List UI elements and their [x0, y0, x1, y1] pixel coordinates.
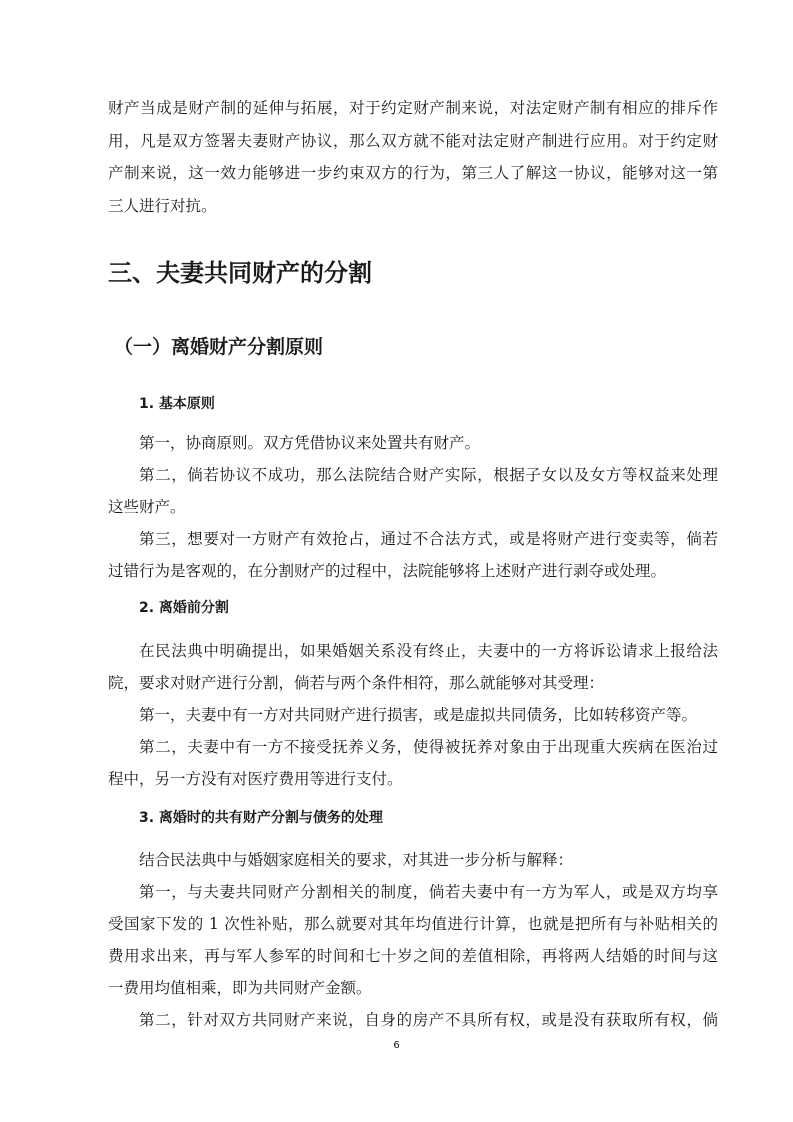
body-text-line: 用，凡是双方签署夫妻财产协议，那么双方就不能对法定财产制进行应用。对于约定财: [108, 132, 718, 150]
body-text-line: 第一，与夫妻共同财产分割相关的制度，倘若夫妻中有一方为军人，或是双方均享: [139, 883, 718, 901]
sub-heading-pre-divorce-division: 2. 离婚前分割: [139, 600, 229, 616]
body-text-line: 在民法典中明确提出，如果婚姻关系没有终止，夫妻中的一方将诉讼请求上报给法: [139, 642, 718, 660]
subsection-heading: （一）离婚财产分割原则: [114, 336, 324, 358]
body-text-line: 程中，另一方没有对医疗费用等进行支付。: [108, 770, 403, 788]
body-text-line: 第二，倘若协议不成功，那么法院结合财产实际，根据子女以及女方等权益来处理: [139, 466, 718, 484]
body-text-line: 第二，针对双方共同财产来说，自身的房产不具所有权，或是没有获取所有权，倘: [139, 1011, 718, 1029]
body-text-line: 第三，想要对一方财产有效抢占，通过不合法方式，或是将财产进行变卖等，倘若: [139, 530, 718, 548]
body-text-line: 结合民法典中与婚姻家庭相关的要求，对其进一步分析与解释：: [139, 851, 574, 869]
section-heading: 三、夫妻共同财产的分割: [108, 259, 372, 287]
body-text-line: 第一，夫妻中有一方对共同财产进行损害，或是虚拟共同债务，比如转移资产等。: [139, 706, 698, 724]
body-text-line: 这些财产。: [108, 498, 186, 516]
body-text-line: 受国家下发的 1 次性补贴，那么就要对其年均值进行计算，也就是把所有与补贴相关的: [108, 915, 718, 933]
body-text-line: 费用求出来，再与军人参军的时间和七十岁之间的差值相除，再将两人结婚的时间与这: [108, 947, 718, 965]
body-text-line: 产制来说，这一效力能够进一步约束双方的行为，第三人了解这一协议，能够对这一第: [108, 164, 718, 182]
page-number: 6: [393, 1040, 400, 1051]
sub-heading-divorce-property-and-debt: 3. 离婚时的共有财产分割与债务的处理: [139, 810, 383, 826]
body-text-line: 三人进行对抗。: [108, 197, 217, 215]
sub-heading-basic-principles: 1. 基本原则: [139, 396, 215, 412]
body-text-line: 过错行为是客观的，在分割财产的过程中，法院能够将上述财产进行剥夺或处理。: [108, 562, 667, 580]
body-text-line: 第一，协商原则。双方凭借协议来处置共有财产。: [139, 434, 481, 452]
body-text-line: 院，要求对财产进行分割，倘若与两个条件相符，那么就能够对其受理：: [108, 674, 605, 692]
body-text-line: 财产当成是财产制的延伸与拓展，对于约定财产制来说，对法定财产制有相应的排斥作: [108, 99, 718, 117]
body-text-line: 第二，夫妻中有一方不接受抚养义务，使得被抚养对象由于出现重大疾病在医治过: [139, 738, 718, 756]
body-text-line: 一费用均值相乘，即为共同财产金额。: [108, 979, 372, 997]
